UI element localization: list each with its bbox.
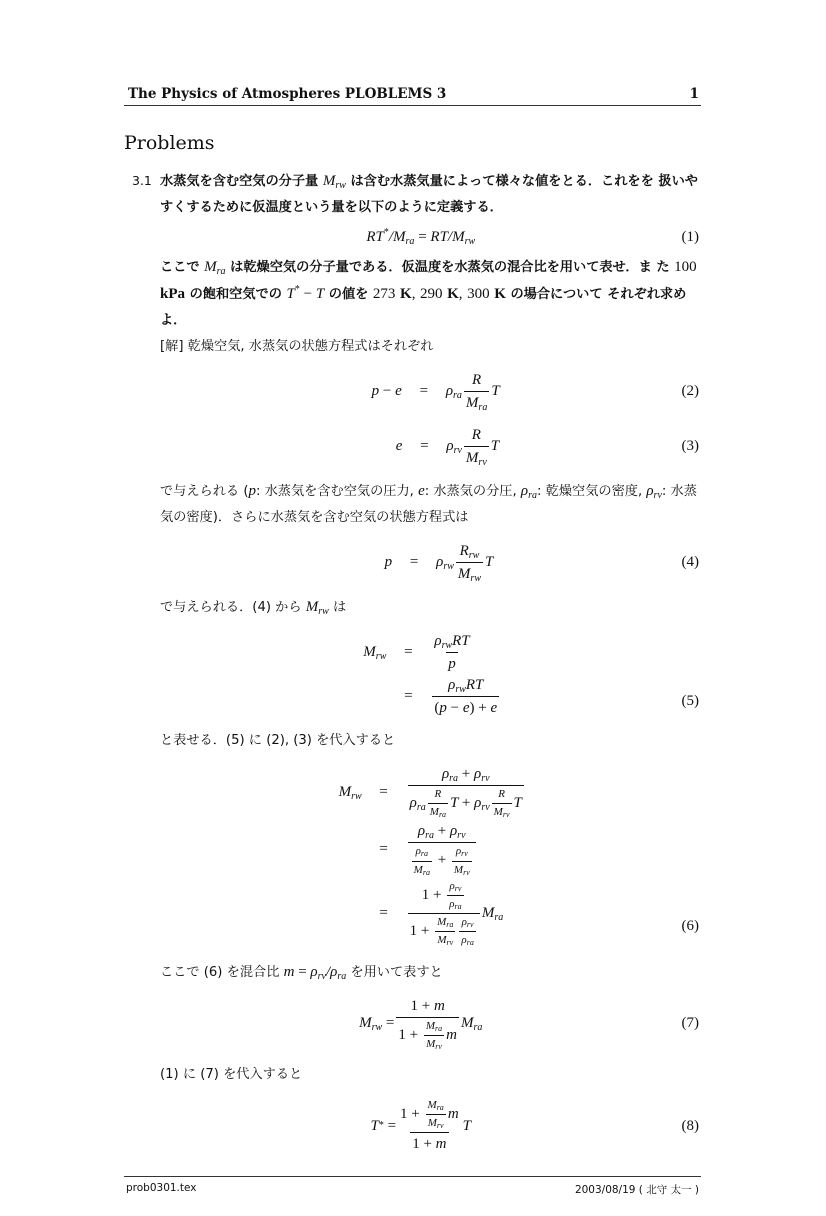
equation-number: (3) <box>681 438 699 454</box>
statement-text: の値を <box>328 287 369 302</box>
equation-6: $M_{rw}$ = $\rho_{ra} + \rho_{rv}$ $\rho_{ra}$ $\frac{R}{M_{ra}}$ $T + \rho_{rv}$ $\frac{R}{M_{rv}}$ T = $\rho_{ra} + \rho_{rv}$ $\frac{\rho_{ra}}{M_{ra}}$ + $\frac{\rho_{rv}}{M_{rv}}$ = 1 + $\frac{\rho_{rv}}{\rho_{ra}}$ 1 + $\frac{M_{ra}}{M_{rv}}$ $\frac{\rho_{rv}}{\rho_{ra}}$ $M_{ra}$ <box>338 766 522 948</box>
equation-6-block <box>160 762 701 951</box>
math-M-rw: $M_{rw}$ <box>322 173 346 191</box>
equation-2-block <box>160 368 701 415</box>
problem-statement <box>160 168 701 221</box>
equation-7: $M_{rw}$ = 1 + m 1 + $\frac{M_{ra}}{M_{rv}}$ m $M_{ra}$ <box>359 997 483 1051</box>
statement-text: それぞれ求めよ． <box>160 287 687 328</box>
equation-3-block <box>160 423 701 470</box>
paragraph-text: : 乾燥空気の密度, <box>537 484 643 499</box>
running-header <box>124 86 701 106</box>
paragraph-text: : 水蒸気を含む空気の圧力, <box>255 484 419 499</box>
problem-3-1 <box>124 168 701 1164</box>
math-Tstar-minus-T: T* − T <box>286 284 325 302</box>
paragraph-text: は <box>333 600 347 615</box>
statement-text: の場合について <box>510 287 603 302</box>
paragraph-text: : 水蒸気の分圧, <box>424 484 521 499</box>
problem-body <box>160 168 701 1164</box>
footer <box>124 1176 701 1197</box>
statement-text: た <box>656 260 670 275</box>
pressure-unit: kPa <box>160 286 186 302</box>
paragraph-text: : 水蒸気の密度)．さらに水蒸気を含む空気の状態方程式は <box>160 484 697 525</box>
paragraph-text: で与えられる．(4) から <box>160 600 302 615</box>
solution-paragraph: ここで (6) を混合比 $m = \rho_{rv}/\rho_{ra}$ を用いて表すと <box>160 963 443 982</box>
section-title: Problems <box>124 132 215 154</box>
temperature-unit: K <box>494 286 506 302</box>
solution-paragraph: で与えられる (p: 水蒸気を含む空気の圧力, e: 水蒸気の分圧, $\rho_{ra}$: 乾燥空気の密度, $\rho_{rv}$: 水蒸気の密度)．さらに水蒸気を含む空気の状態方程式は <box>160 483 697 525</box>
equation-number: (6) <box>681 917 699 934</box>
math-M-ra: $M_{ra}$ <box>204 259 226 277</box>
equation-3: e = $\rho_{rv}$ $\frac{R}{M_{rv}}$ T <box>395 427 500 468</box>
equation-8-block <box>160 1096 701 1156</box>
solution-paragraph: で与えられる．(4) から $M_{rw}$ は <box>160 599 347 617</box>
equation-1: $RT^*/M_{ra} = RT/M_{rw}$ <box>366 227 476 247</box>
footer-date-author: 2003/08/19 ( 北守 太一 ) <box>574 1184 699 1196</box>
paragraph-text: を用いて表すと <box>350 964 443 980</box>
pressure-value: 100 <box>674 259 697 275</box>
statement-text: は乾燥空気の分子量である．仮温度を水蒸気の混合比を用いて表せ．ま <box>230 260 652 275</box>
equation-4: p = $\rho_{rw}$ $\frac{R_{rw}}{M_{rw}}$ T <box>384 543 494 584</box>
problem-number: 3.1 <box>132 173 152 188</box>
running-header-title: The Physics of Atmospheres PLOBLEMS 3 <box>128 86 447 102</box>
paragraph-text: ここで (6) を混合比 <box>160 964 280 980</box>
equation-5-block <box>160 629 701 720</box>
page-number: 1 <box>689 86 699 102</box>
equation-number: (1) <box>681 229 699 245</box>
problem-statement-2: ここで $M_{ra}$ は乾燥空気の分子量である．仮温度を水蒸気の混合比を用いて表せ．ま た 100 kPa の飽和空気での T* − T の値を 273 K, 290 K, 300 K の場合について それぞれ求めよ． <box>160 259 697 328</box>
temperature-value: 273 <box>372 286 396 302</box>
footer-filename: prob0301.tex <box>126 1182 197 1194</box>
equation-7-block <box>160 994 701 1054</box>
temperature-unit: K <box>447 286 459 302</box>
statement-text: ここで <box>160 260 200 275</box>
statement-text: 扱いやすくするために仮温度という量を以下のように定義する． <box>160 174 698 215</box>
page <box>124 86 701 1164</box>
equation-5: $M_{rw}$ = $\frac{\rho_{rw}RT}{p}$ = $\frac{\rho_{rw}RT}{(p - e) + e}$ <box>363 633 498 716</box>
equation-number: (4) <box>681 554 699 570</box>
paragraph-text: で与えられる ( <box>160 484 249 499</box>
equation-4-block <box>160 539 701 586</box>
solution-paragraph: (1) に (7) を代入すると <box>160 1066 303 1082</box>
temperature-unit: K <box>400 286 412 302</box>
equation-1-block <box>160 229 701 246</box>
statement-text: の飽和空気での <box>189 287 282 302</box>
statement-text: 水蒸気を含む空気の分子量 <box>160 174 319 189</box>
equation-number: (8) <box>681 1117 699 1134</box>
equation-number: (5) <box>681 693 699 709</box>
statement-text: は含む水蒸気量によって様々な値をとる．これをを <box>350 174 654 189</box>
equation-2: p − e = $\rho_{ra}$ $\frac{R}{M_{ra}}$ T <box>371 372 500 413</box>
temperature-value: 300 <box>467 286 490 302</box>
solution-paragraph: と表せる．(5) に (2), (3) を代入すると <box>160 733 396 748</box>
equation-number: (2) <box>681 383 699 399</box>
solution-intro: [解] 乾燥空気, 水蒸気の状態方程式はそれぞれ <box>160 339 434 354</box>
equation-number: (7) <box>681 1015 699 1032</box>
temperature-value: 290 <box>420 286 443 302</box>
equation-8: T * = 1 + $\frac{M_{ra}}{M_{rv}}$ m 1 + m T <box>370 1098 471 1153</box>
